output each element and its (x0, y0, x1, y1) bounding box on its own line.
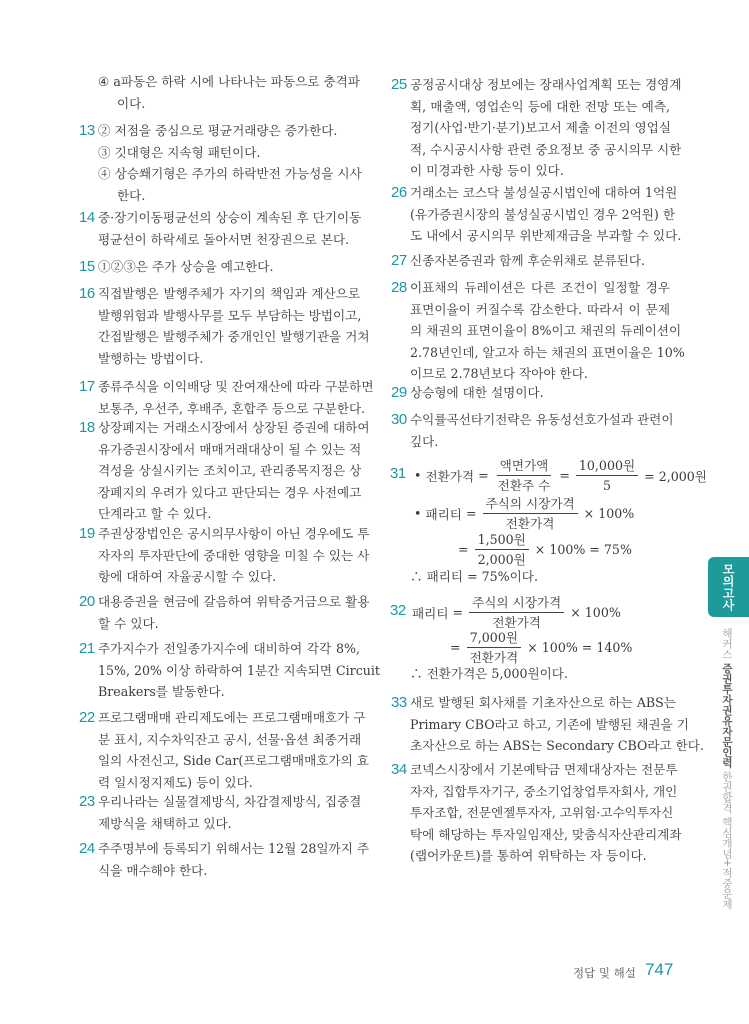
question-number: 30 (391, 411, 407, 428)
answer-text-line: 15%, 20% 이상 하락하여 1분간 지속되면 Circuit (98, 662, 380, 678)
fraction (493, 456, 556, 495)
answer-26 (391, 182, 682, 247)
question-number: 13 (79, 122, 95, 139)
answer-13 (79, 120, 362, 206)
answer-text-line: 탁에 해당하는 투자일임재산, 맞춤식자산관리계좌 (410, 826, 682, 842)
question-number: 24 (79, 840, 95, 857)
numerator: 1,500원 (475, 530, 529, 550)
answer-14 (79, 207, 362, 250)
formula-label: 패리티 (425, 507, 462, 522)
bullet: • (414, 506, 422, 521)
question-number: 31 (390, 465, 406, 482)
question-number: 33 (391, 694, 407, 711)
answer-22 (79, 707, 369, 793)
answer-text-line: 상장폐지는 거래소시장에서 상장된 증권에 대하여 (98, 420, 370, 435)
answer-text-line: 이므로 2.78년보다 작아야 한다. (410, 366, 588, 382)
answer-text-line: Breakers를 발동한다. (98, 684, 225, 700)
multiplier: × 100% (570, 605, 621, 620)
answer-24 (79, 838, 370, 881)
answer-29 (391, 382, 670, 404)
formula-label: 전환가격 (425, 469, 475, 484)
question-number: 28 (391, 279, 407, 296)
answer-30 (391, 409, 674, 452)
answer-text-line: 식을 매수해야 한다. (98, 862, 208, 878)
fraction (574, 456, 640, 495)
answer-text-line: (랩어카운트)를 통하여 위탁하는 자 등이다. (410, 848, 647, 864)
formula-label: 패리티 (412, 606, 449, 621)
answer-text-line: 코넥스시장에서 기본예탁금 면제대상자는 전문투 (410, 762, 678, 777)
equals: = (465, 506, 477, 521)
answer-text-line: 보통주, 우선주, 후배주, 혼합주 등으로 구분한다. (98, 400, 366, 416)
answer-text-line: 거래소는 코스닥 불성실공시법인에 대하여 1억원 (410, 185, 678, 200)
answer-18 (79, 417, 370, 525)
answer-text-line: 수익률곡선타기전략은 유동성선호가설과 관련이 (410, 412, 674, 427)
answer-17 (79, 376, 374, 419)
conclusion: ∴ 전환가격은 5,000원이다. (410, 666, 568, 681)
question-number: 34 (391, 761, 407, 778)
answer-21 (79, 638, 380, 703)
numerator: 주식의 시장가격 (483, 494, 578, 514)
answer-text-line: 할 수 있다. (98, 615, 159, 631)
answer-23 (79, 791, 362, 834)
question-number: 15 (79, 258, 95, 275)
result: × 100% = 75% (534, 542, 632, 557)
denominator: 2,000원 (477, 552, 526, 567)
answer-text-line: 의 채권의 표면이율이 8%이고 채권의 듀레이션이 (410, 323, 682, 339)
answer-text-line: 대용증권을 현금에 갈음하여 위탁증거금으로 활용 (98, 594, 370, 609)
fraction (473, 530, 531, 569)
question-number: 26 (391, 184, 407, 201)
denominator: 5 (603, 478, 612, 493)
bullet: • (414, 468, 422, 483)
answer-text-line: 상승형에 대한 설명이다. (410, 385, 544, 400)
numerator: 액면가액 (497, 456, 552, 476)
answer-text-line: 이 미경과한 사항 등이 있다. (410, 163, 564, 179)
answer-text-line: 주권상장법인은 공시의무사항이 아닌 경우에도 투 (98, 526, 370, 541)
answer-text-line: 프로그램매매 관리제도에는 프로그램매매호가 구 (98, 710, 366, 725)
answer-25 (391, 74, 682, 182)
answer-text-line: 한다. (117, 187, 146, 203)
book-title: 증권투자권유자문인력 (721, 662, 733, 768)
answer-text-line: 적, 수시공시사항 관련 중요정보 중 공시의무 시한 (410, 141, 682, 157)
section-tab-label: 모의고사 (721, 563, 735, 611)
question-number: 29 (391, 384, 407, 401)
answer-text-line: ② 저점을 중심으로 평균거래량은 증가한다. (98, 123, 338, 138)
section-tab[interactable] (708, 557, 749, 617)
book-subtitle: 한권합격 핵심개념+적중문제 (721, 771, 733, 910)
answer-text-line: 자자의 투자판단에 중대한 영향을 미칠 수 있는 사 (98, 547, 370, 563)
answer-text-line: 이다. (117, 95, 146, 111)
numerator: 10,000원 (576, 456, 638, 476)
answer-text-line: 도 내에서 공시의무 위반제재금을 부과할 수 있다. (410, 228, 682, 244)
answer-text-line: 중·장기이동평균선의 상승이 계속된 후 단기이동 (98, 210, 362, 225)
answer-text-line: (유가증권시장의 불성실공시법인 경우 2억원) 한 (410, 206, 675, 222)
multiplier: × 100% (583, 506, 635, 521)
answer-text-line: 우리나라는 실물결제방식, 차감결제방식, 집중결 (98, 794, 362, 809)
numerator: 7,000원 (467, 628, 521, 648)
denominator: 전환가격 (469, 650, 519, 665)
question-number: 27 (391, 252, 407, 269)
answer-text-line: ④ 상승쐐기형은 주가의 하락반전 가능성을 시사 (98, 166, 362, 182)
answer-text-line: 정기(사업·반기·분기)보고서 제출 이전의 영업실 (410, 120, 671, 136)
answer-text-line: 표면이율이 커질수록 감소한다. 따라서 이 문제 (410, 301, 670, 317)
equals: = (478, 468, 489, 483)
numerator: 주식의 시장가격 (469, 593, 564, 613)
answer-text-line: 항에 대하여 자율공시할 수 있다. (98, 569, 277, 585)
answer-text-line: 평균선이 하락세로 돌아서면 천장권으로 본다. (98, 231, 350, 247)
equals: = (458, 542, 469, 557)
answer-text-line: 자자, 집합투자기구, 중소기업창업투자회사, 개인 (410, 783, 678, 799)
answer-text-line: 2.78년인데, 알고자 하는 채권의 표면이율은 10% (410, 344, 685, 360)
answer-text-line: 직접발행은 발행주체가 자기의 책임과 계산으로 (98, 286, 360, 301)
question-number: 17 (79, 378, 95, 395)
answer-text-line: 유가증권시장에서 매매거래대상이 될 수 있는 적 (98, 441, 362, 457)
question-number: 14 (79, 209, 95, 226)
question-number: 16 (79, 285, 95, 302)
answer-20 (79, 591, 370, 634)
equals: = (452, 605, 464, 620)
answer-16 (79, 283, 370, 369)
answer-text-line: 제방식을 채택하고 있다. (98, 815, 232, 831)
fraction (465, 628, 524, 667)
answer-text-line: 분 표시, 지수차익잔고 공시, 선물·옵션 최종거래 (98, 731, 362, 747)
answer-text-line: 초자산으로 하는 ABS는 Secondary CBO라고 한다. (410, 738, 704, 754)
answer-27 (391, 250, 670, 272)
answer-text-line: 발행위험과 발행사무를 모두 부담하는 방법이고, (98, 307, 362, 323)
answer-text-line: 종류주식을 이익배당 및 잔여재산에 따라 구분하면 (98, 379, 374, 394)
question-number: 19 (79, 525, 95, 542)
question-number: 25 (391, 76, 407, 93)
answer-text-line: 주가지수가 전일종가지수에 대비하여 각각 8%, (98, 641, 360, 656)
answer-text-line: 단계라고 할 수 있다. (98, 506, 212, 522)
answer-text-line: 격성을 상실시키는 조치이고, 관리종목지정은 상 (98, 463, 362, 479)
answer-text-line: 주주명부에 등록되기 위해서는 12월 28일까지 주 (98, 841, 370, 856)
answer-text-line: 신종자본증권과 함께 후순위채로 분류된다. (410, 253, 645, 268)
question-number: 18 (79, 419, 95, 436)
result: = 2,000원 (644, 469, 707, 484)
brand: 해커스 (721, 628, 733, 660)
conclusion: ∴ 패리티 = 75%이다. (410, 569, 538, 584)
fraction (467, 593, 566, 632)
answer-text-line: 새로 발행된 회사채를 기초자산으로 하는 ABS는 (410, 695, 676, 710)
answer-text-line: 장폐지의 우려가 있다고 판단되는 경우 사전예고 (98, 484, 362, 500)
answer-text-line: ③ 깃대형은 지속형 패턴이다. (98, 144, 261, 160)
question-number: 21 (79, 640, 95, 657)
answer-text-line: 공정공시대상 정보에는 장래사업계획 또는 경영계 (410, 77, 682, 92)
answer-text-line: 투자조합, 전문엔젤투자자, 고위험·고수익투자신 (410, 805, 674, 821)
fraction (481, 494, 580, 533)
book-title-vertical (720, 628, 735, 909)
denominator: 전환가격 (505, 516, 555, 531)
answer-text-line: 력 일시정지제도) 등이 있다. (98, 774, 253, 790)
answer-text-line: 깊다. (410, 433, 439, 449)
equals: = (450, 640, 461, 655)
question-number: 32 (390, 602, 406, 619)
answer-text-line: 발행하는 방법이다. (98, 350, 204, 366)
answer-19 (79, 523, 370, 588)
answer-33 (391, 692, 704, 757)
answer-15 (79, 256, 360, 278)
answer-text-line: 이표채의 듀레이션은 다른 조건이 일정할 경우 (410, 280, 670, 295)
answer-text-line: 간접발행은 발행주체가 중개인인 발행기관을 거쳐 (98, 329, 370, 345)
question-number: 23 (79, 793, 95, 810)
equals: = (559, 468, 570, 483)
answer-text-line: ①②③은 주가 상승을 예고한다. (98, 259, 274, 274)
question-number: 20 (79, 593, 95, 610)
answer-34 (391, 759, 682, 867)
answer-28 (391, 277, 685, 385)
denominator: 전환가격 (492, 615, 541, 630)
page-number: 747 (645, 960, 674, 979)
question-number: 22 (79, 709, 95, 726)
footer-section: 정답 및 해설 (573, 966, 636, 980)
result: × 100% = 140% (527, 640, 633, 655)
denominator: 전환주 수 (497, 478, 551, 493)
answer-text-line: 일의 사전신고, Side Car(프로그램매매호가의 효 (98, 753, 369, 769)
answer-text-line: Primary CBO라고 하고, 기존에 발행된 채권을 기 (410, 716, 689, 732)
answer-12-cont (98, 71, 360, 114)
answer-text-line: 획, 매출액, 영업손익 등에 대한 전망 또는 예측, (410, 98, 670, 114)
answer-text-line: ④ a파동은 하락 시에 나타나는 파동으로 충격파 (98, 74, 360, 89)
